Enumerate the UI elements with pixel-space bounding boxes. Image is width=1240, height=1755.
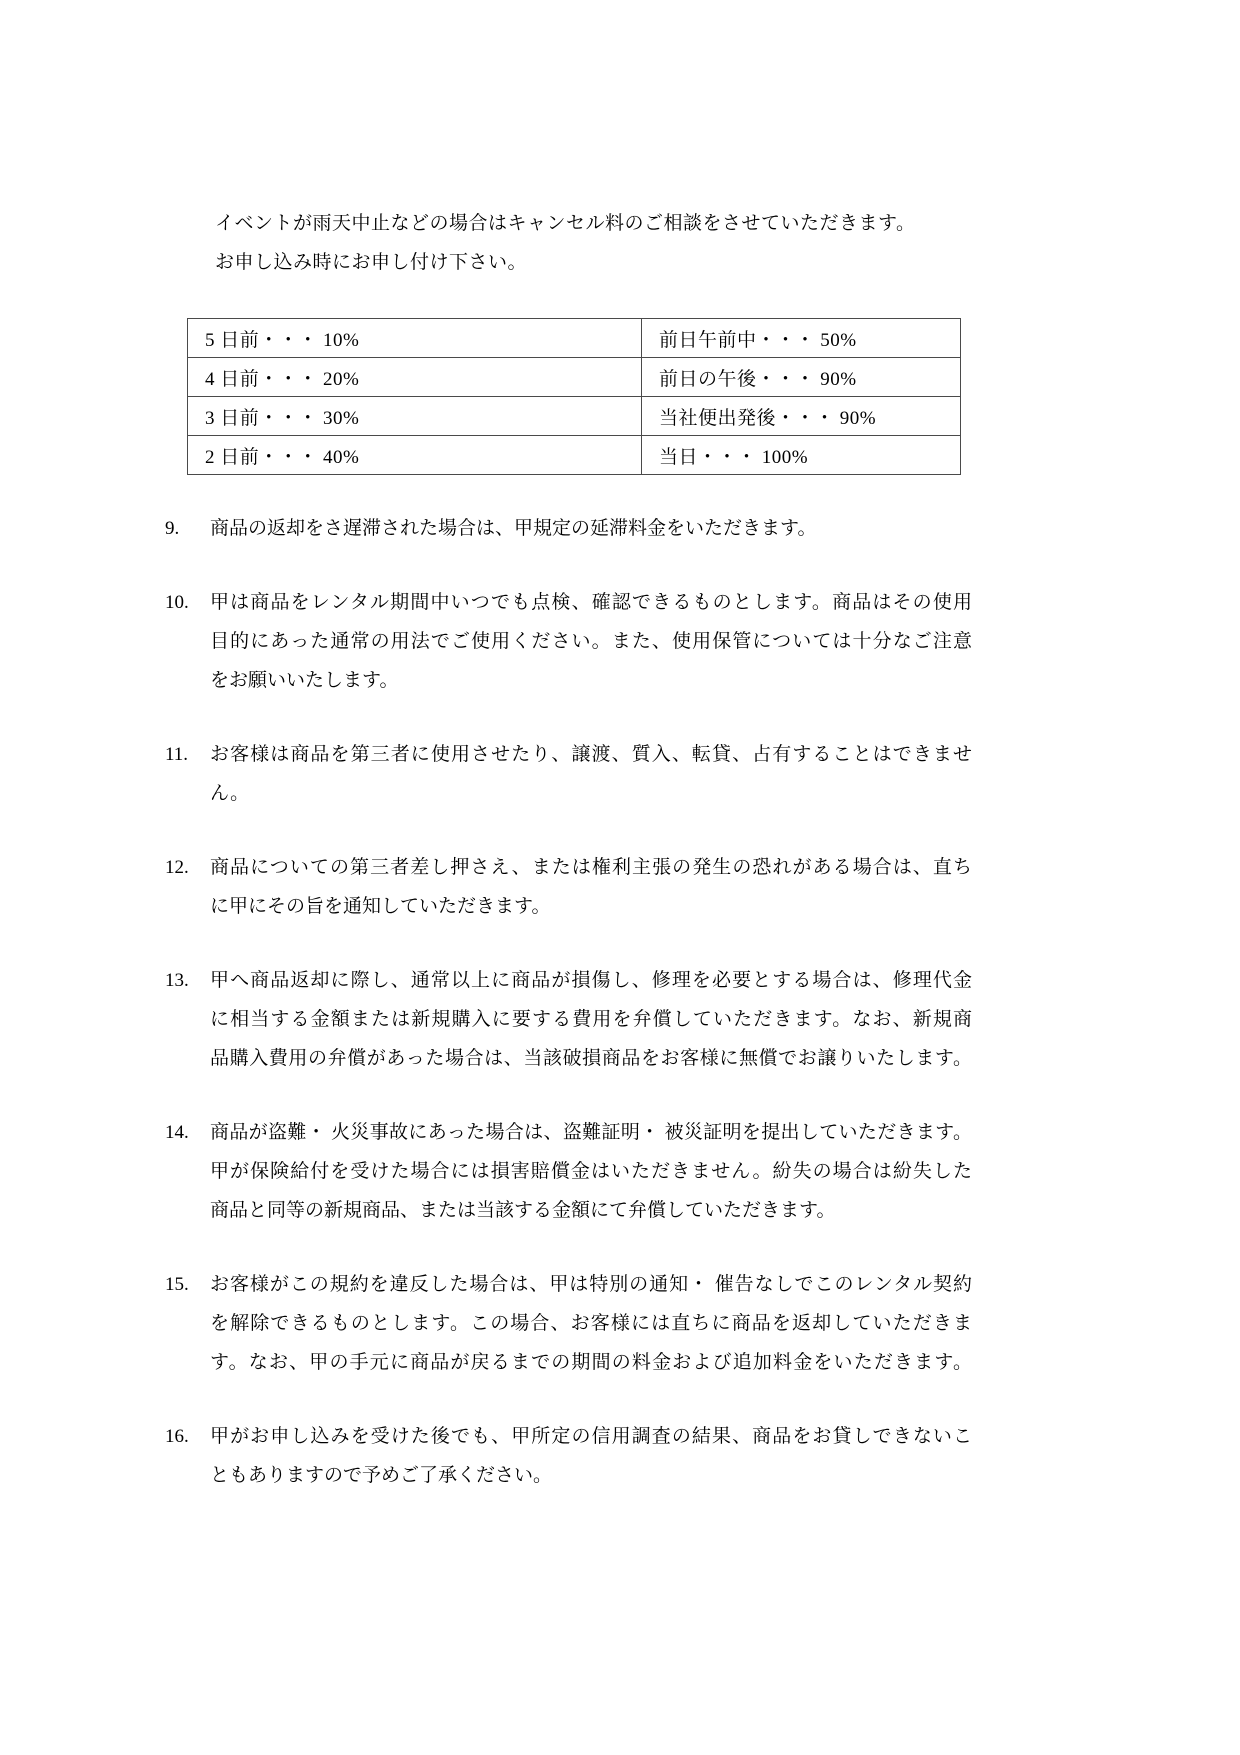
intro-paragraph <box>215 204 1240 282</box>
table-cell-right: 当社便出発後・・・ 90% <box>642 397 961 436</box>
table-row <box>188 319 961 358</box>
table-cell-right: 前日午前中・・・ 50% <box>642 319 961 358</box>
clause-item-15 <box>165 1265 1240 1382</box>
table-row <box>188 436 961 475</box>
cancellation-fee-table <box>187 318 961 475</box>
clause-number: 14. <box>165 1122 189 1143</box>
clause-line: 甲が保険給付を受けた場合には損害賠償金はいただきません。紛失の場合は紛失した <box>210 1161 972 1182</box>
clause-line: す。なお、甲の手元に商品が戻るまでの期間の料金および追加料金をいただきます。 <box>210 1352 972 1373</box>
clause-item-10 <box>165 583 1240 700</box>
clause-text <box>210 735 972 813</box>
clause-line: 甲がお申し込みを受けた後でも、甲所定の信用調査の結果、商品をお貸しできないこ <box>210 1426 972 1447</box>
table-cell-left: 3 日前・・・ 30% <box>188 397 642 436</box>
clause-text <box>210 848 972 926</box>
clause-line: をお願いいたします。 <box>210 670 399 691</box>
clause-line: お客様がこの規約を違反した場合は、甲は特別の通知・ 催告なしでこのレンタル契約 <box>210 1274 972 1295</box>
clause-text <box>210 583 972 700</box>
table-cell-right: 前日の午後・・・ 90% <box>642 358 961 397</box>
table-row <box>188 397 961 436</box>
clause-number: 15. <box>165 1274 189 1295</box>
clause-list <box>165 509 1240 1495</box>
clause-number: 10. <box>165 592 189 613</box>
clause-item-14 <box>165 1113 1240 1230</box>
intro-line: イベントが雨天中止などの場合はキャンセル料のご相談をさせていただきます。 <box>215 213 916 234</box>
clause-item-11 <box>165 735 1240 813</box>
table-cell-left: 4 日前・・・ 20% <box>188 358 642 397</box>
clause-line: に甲にその旨を通知していただきます。 <box>210 896 551 917</box>
clause-item-9 <box>165 509 1240 548</box>
clause-number: 13. <box>165 970 189 991</box>
clause-line: 目的にあった通常の用法でご使用ください。また、使用保管については十分なご注意 <box>210 631 972 652</box>
clause-line: 商品が盗難・ 火災事故にあった場合は、盗難証明・ 被災証明を提出していただきます。 <box>210 1122 972 1143</box>
table-row <box>188 358 961 397</box>
clause-line: 商品についての第三者差し押さえ、または権利主張の発生の恐れがある場合は、直ち <box>210 857 972 878</box>
clause-line: 品購入費用の弁償があった場合は、当該破損商品をお客様に無償でお譲りいたします。 <box>210 1048 972 1069</box>
table-cell-right: 当日・・・ 100% <box>642 436 961 475</box>
clause-line: に相当する金額または新規購入に要する費用を弁償していただきます。なお、新規商 <box>210 1009 972 1030</box>
clause-number: 16. <box>165 1426 189 1447</box>
clause-number: 12. <box>165 857 189 878</box>
clause-number: 11. <box>165 744 189 765</box>
clause-item-13 <box>165 961 1240 1078</box>
clause-text <box>210 509 972 548</box>
table-cell-left: 5 日前・・・ 10% <box>188 319 642 358</box>
clause-line: お客様は商品を第三者に使用させたり、譲渡、質入、転貸、占有することはできませ <box>210 744 972 765</box>
clause-line: 商品と同等の新規商品、または当該する金額にて弁償していただきます。 <box>210 1200 836 1221</box>
clause-item-12 <box>165 848 1240 926</box>
clause-text <box>210 1417 972 1495</box>
clause-item-16 <box>165 1417 1240 1495</box>
clause-line: 商品の返却をさ遅滞された場合は、甲規定の延滞料金をいただきます。 <box>210 518 817 539</box>
clause-line: 甲は商品をレンタル期間中いつでも点検、確認できるものとします。商品はその使用 <box>210 592 972 613</box>
intro-line: お申し込み時にお申し付け下さい。 <box>215 252 528 273</box>
clause-line: 甲へ商品返却に際し、通常以上に商品が損傷し、修理を必要とする場合は、修理代金 <box>210 970 972 991</box>
clause-line: ん。 <box>210 783 250 804</box>
clause-text <box>210 1113 972 1230</box>
clause-line: を解除できるものとします。この場合、お客様には直ちに商品を返却していただきま <box>210 1313 972 1334</box>
clause-text <box>210 1265 972 1382</box>
clause-text <box>210 961 972 1078</box>
clause-line: ともありますので予めご了承ください。 <box>210 1465 553 1486</box>
table-cell-left: 2 日前・・・ 40% <box>188 436 642 475</box>
clause-number: 9. <box>165 518 180 539</box>
